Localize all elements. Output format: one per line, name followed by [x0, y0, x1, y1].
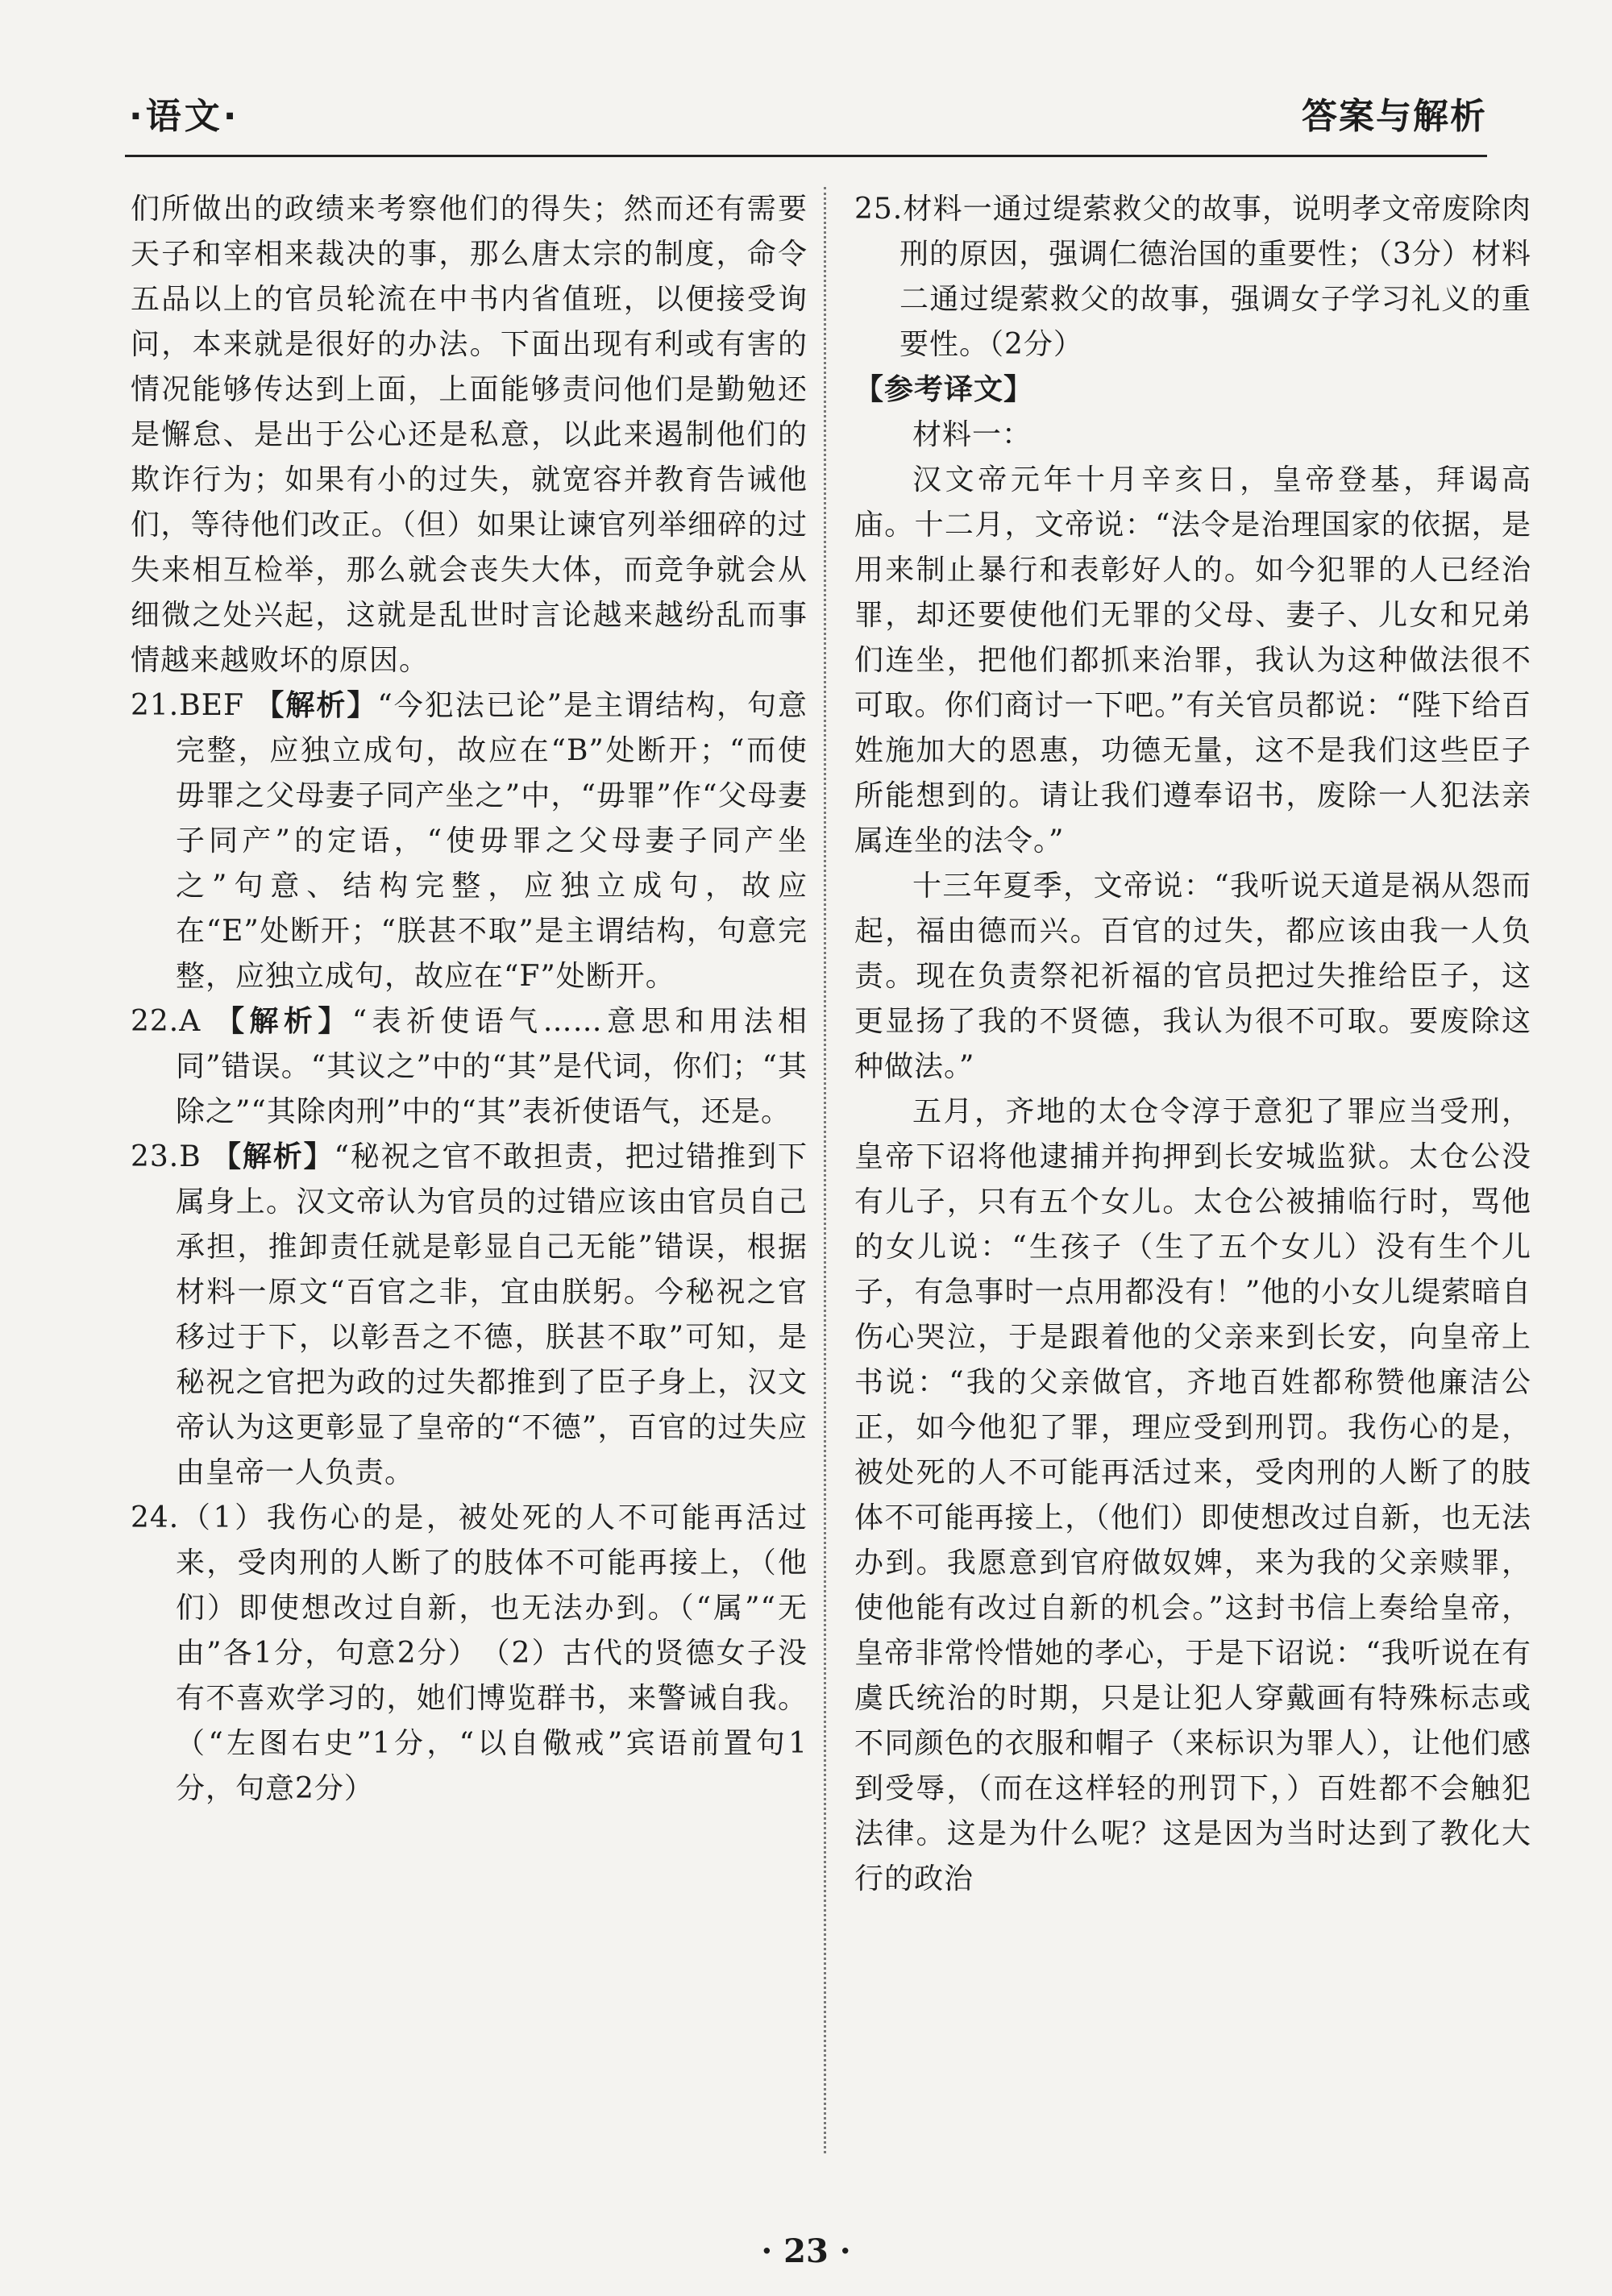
- answer-22-number: 22.A: [131, 1005, 202, 1038]
- translation-paragraph-3: 五月，齐地的太仓令淳于意犯了罪应当受刑，皇帝下诏将他逮捕并拘押到长安城监狱。太仓公没有儿子，只有五个女儿。太仓公被捕临行时，骂他的女儿说：“生孩子（生了五个女儿）没有生个儿子，有急事时一点用都没有！”他的小女儿缇萦暗自伤心哭泣，于是跟着他的父亲来到长安，向皇帝上书说：“我的父亲做官，齐地百姓都称赞他廉洁公正，如今他犯了罪，理应受到刑罚。我伤心的是，被处死的人不可能再活过来，受肉刑的人断了的肢体不可能再接上，（他们）即使想改过自新，也无法办到。我愿意到官府做奴婢，来为我的父亲赎罪，使他能有改过自新的机会。”这封书信上奏给皇帝，皇帝非常怜惜她的孝心，于是下诏说：“我听说在有虞氏统治的时期，只是让犯人穿戴画有特殊标志或不同颜色的衣服和帽子（来标识为罪人），让他们感到受辱，（而在这样轻的刑罚下，）百姓都不会触犯法律。这是为什么呢？这是因为当时达到了教化大行的政治: [854, 1095, 1531, 1895]
- header-rule: [125, 155, 1487, 157]
- section-title: 答案与解析: [1302, 96, 1487, 137]
- material-1-label: 材料一：: [912, 418, 1032, 451]
- page-number: · 23 ·: [761, 2232, 851, 2270]
- answer-22-text: “表祈使语气……意思和用法相同”错误。“其议之”中的“其”是代词，你们；“其除之”“其除肉刑”中的“其”表祈使语气，还是。: [176, 1005, 808, 1128]
- answer-23: [131, 1135, 808, 1496]
- analysis-tag: 【解析】: [215, 1005, 352, 1038]
- reference-translation-title: 【参考译文】: [854, 373, 1034, 406]
- page-header: [125, 81, 1487, 161]
- answer-24: 24.（1）我伤心的是，被处死的人不可能再活过来，受肉刑的人断了的肢体不可能再接上，（他们）即使想改过自新，也无法办到。（“属”“无由”各1分，句意2分） （2）古代的贤德女子没有不喜欢学习的，她们博览群书，来警诫自我。（“左图右史”1分，“以自儆戒”宾语前置句1分，句意2分）: [131, 1501, 808, 1805]
- translation-paragraph-1: 汉文帝元年十月辛亥日，皇帝登基，拜谒高庙。十二月，文帝说：“法令是治理国家的依据，是用来制止暴行和表彰好人的。如今犯罪的人已经治罪，却还要使他们无罪的父母、妻子、儿女和兄弟们连坐，把他们都抓来治罪，我认为这种做法很不可取。你们商讨一下吧。”有关官员都说：“陛下给百姓施加大的恩惠，功德无量，这不是我们这些臣子所能想到的。请让我们遵奉诏书，废除一人犯法亲属连坐的法令。”: [854, 463, 1531, 857]
- right-column: [854, 187, 1531, 1902]
- answer-23-number: 23.B: [131, 1140, 202, 1173]
- answer-22: [131, 999, 808, 1135]
- subject-label: ·语文·: [129, 96, 240, 137]
- left-column: [131, 187, 808, 1812]
- analysis-tag: 【解析】: [255, 689, 378, 722]
- analysis-tag: 【解析】: [212, 1140, 334, 1173]
- answer-21-number: 21.BEF: [131, 689, 244, 722]
- answer-21-text: “今犯法已论”是主谓结构，句意完整，应独立成句，故应在“B”处断开；“而使毋罪之父母妻子同产坐之”中，“毋罪”作“父母妻子同产”的定语，“使毋罪之父母妻子同产坐之”句意、结构完整，应独立成句，故应在“E”处断开；“朕甚不取”是主谓结构，句意完整，应独立成句，故应在“F”处断开。: [176, 689, 808, 993]
- answer-23-text: “秘祝之官不敢担责，把过错推到下属身上。汉文帝认为官员的过错应该由官员自己承担，推卸责任就是彰显自己无能”错误，根据材料一原文“百官之非，宜由朕躬。今秘祝之官移过于下，以彰吾之不德，朕甚不取”可知，是秘祝之官把为政的过失都推到了臣子身上，汉文帝认为这更彰显了皇帝的“不德”，百官的过失应由皇帝一人负责。: [176, 1140, 808, 1489]
- answer-25: 25.材料一通过缇萦救父的故事，说明孝文帝废除肉刑的原因，强调仁德治国的重要性；（3分）材料二通过缇萦救父的故事，强调女子学习礼义的重要性。（2分）: [854, 193, 1531, 361]
- column-divider: [824, 187, 826, 2153]
- translation-continued: 们所做出的政绩来考察他们的得失；然而还有需要天子和宰相来裁决的事，那么唐太宗的制度，命令五品以上的官员轮流在中书内省值班，以便接受询问，本来就是很好的办法。下面出现有利或有害的情况能够传达到上面，上面能够责问他们是勤勉还是懈怠、是出于公心还是私意，以此来遏制他们的欺诈行为；如果有小的过失，就宽容并教育告诫他们，等待他们改正。（但）如果让谏官列举细碎的过失来相互检举，那么就会丧失大体，而竞争就会从细微之处兴起，这就是乱世时言论越来越纷乱而事情越来越败坏的原因。: [131, 193, 808, 677]
- answer-21: [131, 683, 808, 999]
- translation-paragraph-2: 十三年夏季，文帝说：“我听说天道是祸从怨而起，福由德而兴。百官的过失，都应该由我一人负责。现在负责祭祀祈福的官员把过失推给臣子，这更显扬了我的不贤德，我认为很不可取。要废除这种做法。”: [854, 870, 1531, 1083]
